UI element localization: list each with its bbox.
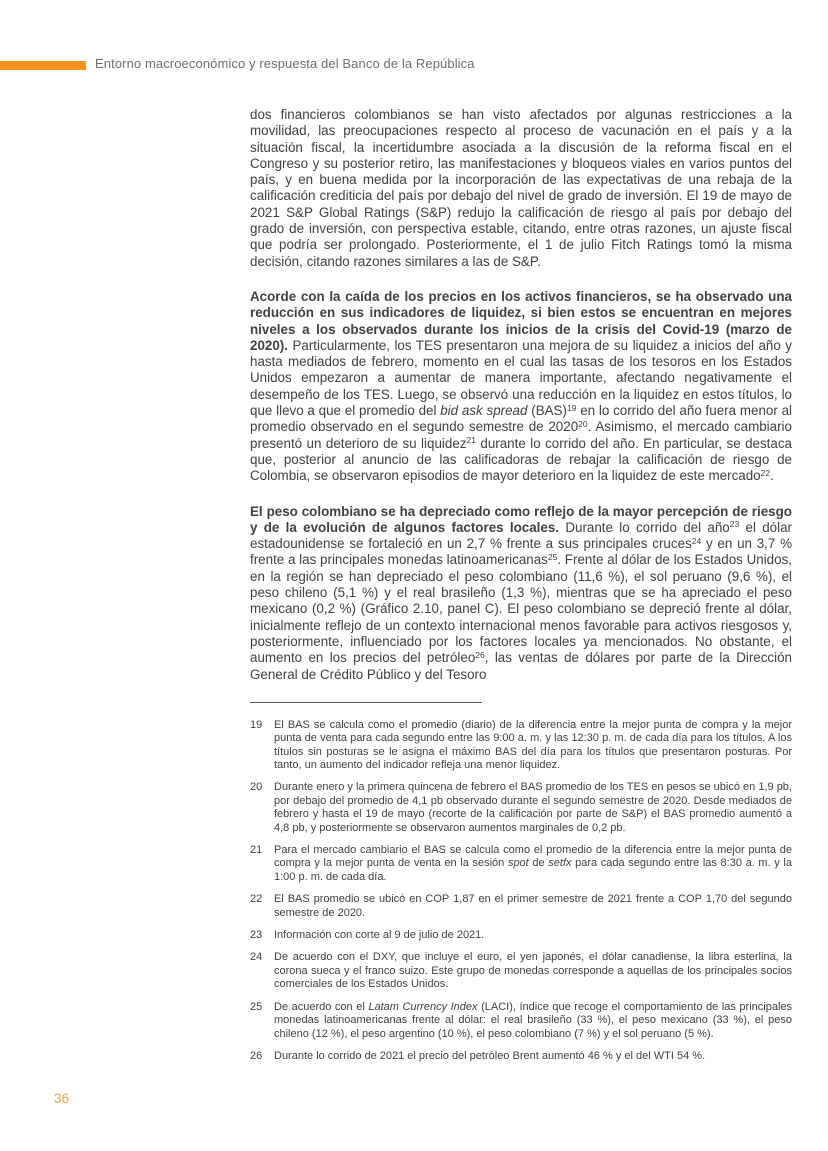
footnote-ref-24: 24: [691, 535, 702, 546]
footnote-text-segment: Para el mercado cambiario el BAS se calcula como el promedio de la diferencia entre la mejor punta de compra y la mejor punta de venta en la sesión: [274, 844, 792, 870]
footnote-ref-26: 26: [475, 649, 485, 660]
footnote-24: [250, 951, 792, 991]
footnote-21: [250, 844, 792, 884]
footnote-text-segment: para cada segundo entre las 8:30 a. m. y la 1:00 p. m. de cada día.: [274, 857, 792, 883]
footnote-ref-25: 25: [547, 551, 558, 562]
footnote-italic-term: spot: [507, 857, 529, 870]
footnote-ref-23: 23: [729, 519, 740, 530]
paragraph-2-text-segment: Particularmente, los TES presentaron una mejora de su liquidez a inicios del año y hasta mediados de febrero, momento en el cual las tasas de los tesoros en los Estados Unidos empezaron a aumentar de manera importante, afectando negativamente el desempeño de los TES. Luego, se observó una reducción en la liquidez en estos títulos, lo que llevo a que el promedio del: [250, 337, 792, 419]
paragraph-3-text-segment: . Frente al dólar de los Estados Unidos, en la región se han depreciado el peso colombiano (11,6 %), el sol peruano (9,6 %), el peso chileno (5,1 %) y el real brasileño (1,3 %), mientras que se ha apreciado el peso mexicano (0,2 %) (Gráfico 2.10, panel C). El peso colombiano se depreció frente al dólar, inicialmente reflejo de un contexto internacional menos favorable para activos riesgosos y, posteriormente, influenciado por los factores locales ya mencionados. No obstante, el aumento en los precios del petróleo: [250, 552, 792, 666]
footnote-text: Información con corte al 9 de julio de 2021.: [274, 929, 485, 942]
paragraph-3-text-segment: el dólar estadounidense se fortaleció en un 2,7 % frente a sus principales cruces: [250, 519, 792, 552]
footnote-italic-term: Latam Currency Index: [368, 1000, 478, 1013]
footnote-text-segment: De acuerdo con el: [274, 1000, 369, 1013]
footnote-text: Durante enero y la primera quincena de febrero el BAS promedio de los TES en pesos se ubicó en 1,9 pb, por debajo del promedio de 4,1 pb observado durante el segundo semestre de 2020. Desde mediados de febrero y hasta el 19 de mayo (recorte de la calificación por parte de S&P) el BAS promedio aumentó a 4,8 pb, y posteriormente se observaron aumentos marginales de 0,2 pb.: [274, 781, 792, 834]
footnote-text-segment: (LACI), índice que recoge el comportamiento de las principales monedas latinoamericanas frente al dólar: el real brasileño (33 %), el peso mexicano (33 %), el peso chileno (12 %), el peso argentino (10 %), el peso colombiano (7 %) y el sol peruano (5 %).: [274, 1000, 793, 1040]
paragraph-3-text-segment: Durante lo corrido del año: [559, 519, 730, 535]
footnote-ref-20: 20: [578, 418, 588, 429]
footnote-22: [250, 893, 792, 920]
footnote-19: [250, 719, 792, 773]
footnote-number: 22: [250, 893, 263, 906]
paragraph-2-lead-bold: Acorde con la caída de los precios en los activos financieros, se ha observado una reducción en sus indicadores de liquidez, si bien estos se encuentran en mejores niveles a los observados durante los inicios de la crisis del Covid-19 (marzo de 2020).: [250, 288, 792, 353]
footnote-ref-21: 21: [466, 435, 476, 446]
footnote-number: 25: [250, 1000, 263, 1013]
footnote-ref-19: 19: [566, 402, 577, 413]
paragraph-2-italic-term: bid ask spread: [440, 403, 528, 419]
paragraph-2-text-segment: . Asimismo, el mercado cambiario presentó un deterioro de su liquidez: [250, 419, 792, 451]
paragraph-3: [250, 504, 792, 683]
footnotes-section: [250, 719, 792, 1064]
footnote-25: [250, 1001, 792, 1041]
header-accent-bar: [0, 61, 86, 70]
footnote-text: El BAS se calcula como el promedio (diario) de la diferencia entre la mejor punta de compra y la mejor punta de venta para cada segundo entre las 9:00 a. m. y las 12:30 p. m. de cada día para los títulos. A los títulos sin posturas se le asigna el máximo BAS del día para los títulos que presentaron posturas. Por tanto, un aumento del indicador refleja una menor liquidez.: [274, 718, 792, 772]
footnote-ref-22: 22: [760, 467, 771, 478]
footnote-text: [274, 1001, 792, 1041]
footnote-20: [250, 781, 792, 835]
footnote-number: 23: [250, 929, 263, 942]
paragraph-1: [250, 107, 792, 270]
paragraph-3-text-segment: y en un 3,7 % frente a las principales monedas latinoamericanas: [250, 536, 793, 568]
paragraph-3-lead-bold: El peso colombiano se ha depreciado como reflejo de la mayor percepción de riesgo y de la evolución de algunos factores locales.: [250, 503, 792, 535]
paragraph-2: [250, 289, 792, 485]
footnote-number: 19: [250, 718, 263, 731]
paragraph-2-text-segment: en lo corrido del año fuera menor al promedio observado en el segundo semestre de 2020: [250, 403, 793, 435]
running-header-title: Entorno macroeconómico y respuesta del Banco de la República: [95, 56, 475, 71]
footnote-text: El BAS promedio se ubicó en COP 1,87 en el primer semestre de 2021 frente a COP 1,70 del segundo semestre de 2020.: [274, 893, 792, 919]
body-text-column: [250, 107, 792, 1072]
footnote-number: 24: [250, 951, 263, 964]
paragraph-3-text-segment: , las ventas de dólares por parte de la Dirección General de Crédito Público y del Tesoro: [250, 650, 793, 682]
paragraph-2-text-segment: (BAS): [527, 403, 567, 419]
footnote-text-segment: de: [528, 857, 549, 870]
paragraph-2-text-segment: durante lo corrido del año. En particular, se destaca que, posterior al anuncio de las calificadoras de rebajar la calificación de riesgo de Colombia, se observaron episodios de mayor deterioro en la liquidez de este mercado: [250, 435, 792, 484]
footnote-separator-rule: [250, 702, 482, 703]
footnote-number: 21: [250, 844, 263, 857]
footnote-number: 26: [250, 1049, 263, 1062]
footnote-text: Durante lo corrido de 2021 el precio del petróleo Brent aumentó 46 % y el del WTI 54 %.: [274, 1049, 706, 1062]
page-number: 36: [54, 1091, 70, 1106]
paragraph-1-text: dos financieros colombianos se han visto afectados por algunas restricciones a la movilidad, las preocupaciones respecto al proceso de vacunación en el país y a la situación fiscal, la incertidumbre asociada a la discusión de la reforma fiscal en el Congreso y su posterior retiro, las manifestaciones y bloqueos viales en varios puntos del país, y en buena medida por la incorporación de las expectativas de una rebaja de la calificación crediticia del país por debajo del nivel de grado de inversión. El 19 de mayo de 2021 S&P Global Ratings (S&P) redujo la calificación de riesgo al país por debajo del grado de inversión, con perspectiva estable, citando, entre otras razones, un ajuste fiscal que podría ser prolongado. Posteriormente, el 1 de julio Fitch Ratings tomó la misma decisión, citando razones similares a las de S&P.: [250, 107, 792, 269]
footnote-23: [250, 929, 792, 942]
footnote-number: 20: [250, 781, 263, 794]
paragraph-2-text-segment: .: [770, 468, 774, 484]
footnote-italic-term: setfx: [548, 857, 572, 870]
footnote-text: [274, 844, 792, 884]
footnote-26: [250, 1050, 792, 1063]
footnote-text: De acuerdo con el DXY, que incluye el euro, el yen japonés, el dólar canadiense, la libra esterlina, la corona sueca y el franco suizo. Este grupo de monedas corresponde a aquellas de los principales socios comerciales de los Estados Unidos.: [274, 951, 792, 991]
